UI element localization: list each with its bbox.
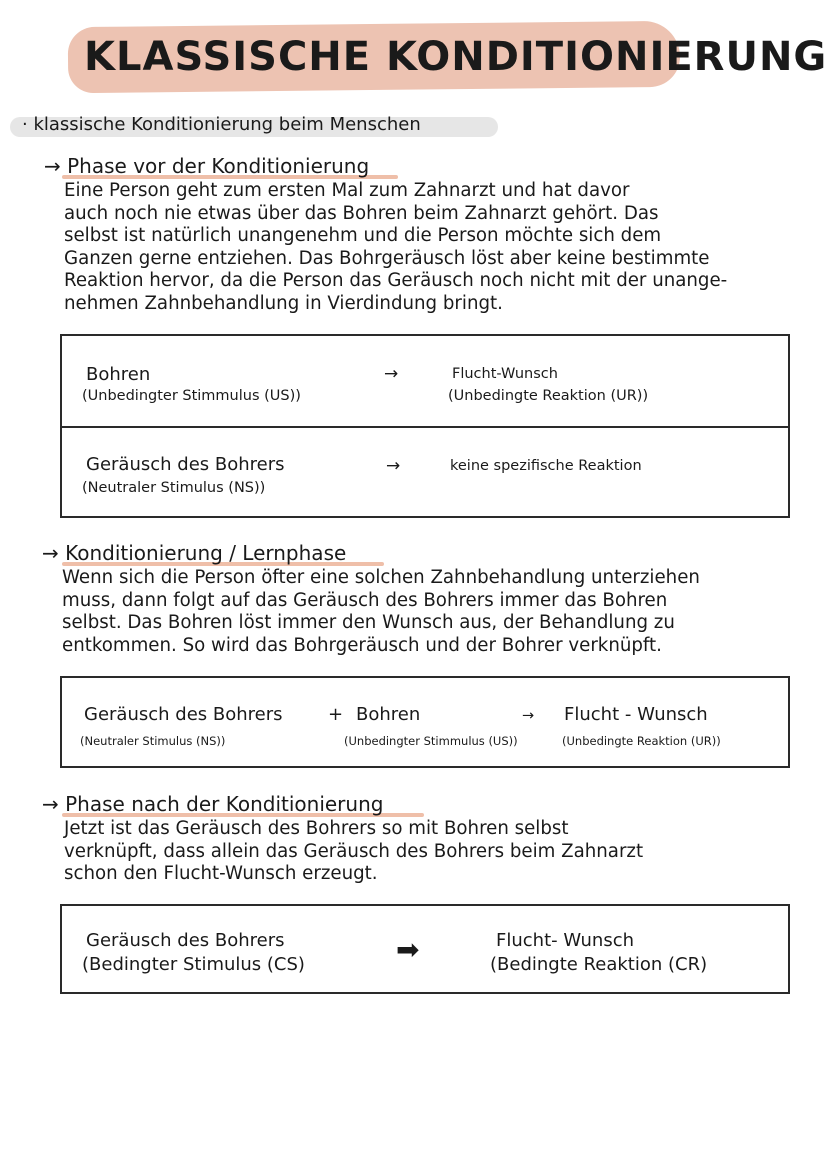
paragraph-line: nehmen Zahnbehandlung in Vierdindung bringt. [64,292,503,314]
arrow-icon: → [386,456,401,476]
section-heading-before: → Phase vor der Konditionierung [44,154,370,178]
section-paragraph-before [64,180,727,315]
cell-reaction: Flucht-Wunsch [452,366,558,382]
page-title: KLASSISCHE KONDITIONIERUNG [84,34,828,80]
cell-reaction-type: (Unbedingte Reaktion (UR)) [448,388,649,404]
cell-unconditioned-stimulus: Bohren [356,704,421,725]
table-before [60,334,790,518]
paragraph-line: entkommen. So wird das Bohrgeräusch und der Bohrer verknüpft. [62,634,662,656]
paragraph-line: Wenn sich die Person öfter eine solchen Zahnbehandlung unterziehen [62,567,700,588]
plus-sign: + [328,704,344,725]
cell-conditioned-reaction-type: (Bedingte Reaktion (CR) [490,954,708,975]
cell-conditioned-stimulus-type: (Bedingter Stimulus (CS) [82,954,305,975]
table-after [60,904,790,994]
table-learning [60,676,790,768]
cell-neutral-stimulus: Geräusch des Bohrers [84,704,283,725]
cell-conditioned-reaction: Flucht- Wunsch [496,930,634,951]
row-divider [62,426,788,428]
cell-unconditioned-reaction-type: (Unbedingte Reaktion (UR)) [562,734,721,748]
cell-unconditioned-stimulus-type: (Unbedingter Stimmulus (US)) [344,734,518,748]
subtitle: · klassische Konditionierung beim Menschen [22,114,421,135]
cell-neutral-stimulus-type: (Neutraler Stimulus (NS)) [80,734,226,748]
section-heading-after: → Phase nach der Konditionierung [42,792,384,816]
paragraph-line: verknüpft, dass allein das Geräusch des Bohrers beim Zahnarzt [64,840,644,862]
section-paragraph-learning [62,567,700,657]
arrow-icon: → [522,708,535,724]
cell-stimulus-type: (Unbedingter Stimmulus (US)) [82,388,301,404]
cell-stimulus-type: (Neutraler Stimulus (NS)) [82,480,266,496]
section-heading-learning: → Konditionierung / Lernphase [42,541,347,565]
arrow-icon: ➡ [396,933,420,966]
arrow-icon: → [384,364,399,384]
paragraph-line: selbst ist natürlich unangenehm und die Person möchte sich dem [64,225,662,246]
paragraph-line: schon den Flucht-Wunsch erzeugt. [64,863,378,884]
paragraph-line: selbst. Das Bohren löst immer den Wunsch aus, der Behandlung zu [62,612,675,633]
paragraph-line: Reaktion hervor, da die Person das Geräusch noch nicht mit der unange- [64,270,728,291]
cell-unconditioned-reaction: Flucht - Wunsch [564,704,708,725]
section-paragraph-after [64,818,643,886]
cell-stimulus: Bohren [86,364,151,385]
cell-conditioned-stimulus: Geräusch des Bohrers [86,930,285,951]
paragraph-line: Eine Person geht zum ersten Mal zum Zahnarzt und hat davor [64,180,630,201]
cell-reaction: keine spezifische Reaktion [450,458,642,474]
cell-stimulus: Geräusch des Bohrers [86,454,285,475]
paragraph-line: muss, dann folgt auf das Geräusch des Bohrers immer das Bohren [62,589,668,611]
paragraph-line: auch noch nie etwas über das Bohren beim Zahnarzt gehört. Das [64,202,659,224]
paragraph-line: Ganzen gerne entziehen. Das Bohrgeräusch löst aber keine bestimmte [64,247,710,269]
paragraph-line: Jetzt ist das Geräusch des Bohrers so mit Bohren selbst [64,818,569,839]
